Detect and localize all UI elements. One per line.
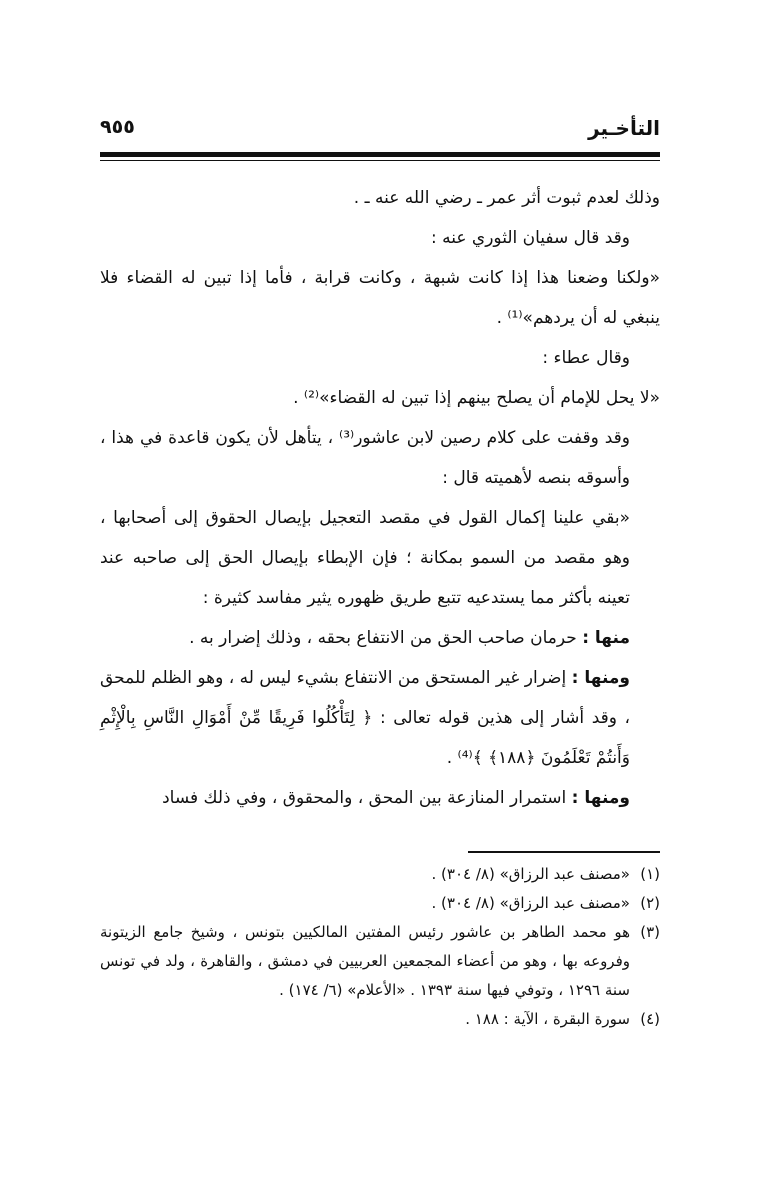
footnote-separator [468,851,660,853]
quote-paragraph: «ولكنا وضعنا هذا إذا كانت شبهة ، وكانت قرابة ، فأما إذا تبين له القضاء فلا ينبغي له أن يردهم»⁽¹⁾ . [100,268,660,328]
list-paragraph [100,618,660,658]
page-header [100,112,660,146]
list-lead: ومنها : [571,788,630,808]
paragraph: وقد قال سفيان الثوري عنه : [430,228,630,248]
footnote [100,860,660,889]
quote-paragraph: «لا يحل للإمام أن يصلح بينهم إذا تبين له القضاء»⁽²⁾ . [293,388,660,408]
footnote-text: هو محمد الطاهر بن عاشور رئيس المفتين المالكيين بتونس ، وشيخ جامع الزيتونة وفروعه بها ، وهو من أعضاء المجمعين العربيين في دمشق ، والقاهرة ، ولد في تونس سنة ١٢٩٦ ، وتوفي فيها سنة ١٣٩٣ . «الأعلام» (٦/ ١٧٤) . [100,923,630,999]
footnote [100,889,660,918]
list-text: حرمان صاحب الحق من الانتفاع بحقه ، وذلك إضرار به . [189,628,577,648]
paragraph: وقد وقفت على كلام رصين لابن عاشور⁽³⁾ ، يتأهل لأن يكون قاعدة في هذا ، وأسوقه بنصه لأهميته قال : [100,428,630,488]
paragraph: وقال عطاء : [542,348,630,368]
main-text [100,178,660,818]
page-number: ٩٥٥ [100,116,135,138]
footnote-number: (٤) [640,1010,660,1028]
list-lead: منها : [582,628,630,648]
footnote-number: (١) [640,865,660,883]
footnote-number: (٢) [640,894,660,912]
footnote-text: «مصنف عبد الرزاق» (٨/ ٣٠٤) . [431,865,630,883]
header-rule-thin [100,160,660,161]
list-text: إضرار غير المستحق من الانتفاع بشيء ليس له ، وهو الظلم للمحق ، وقد أشار إلى هذين قوله تعالى : ﴿ لِتَأْكُلُوا فَرِيقًا مِّنْ أَمْوَالِ النَّاسِ بِالْإِثْمِ وَأَنتُمْ تَعْلَمُونَ ﴿١٨٨﴾ ﴾⁽⁴⁾ . [100,668,630,768]
footnote [100,1005,660,1034]
list-paragraph [100,778,660,818]
list-lead: ومنها : [571,668,630,688]
list-text: استمرار المنازعة بين المحق ، والمحقوق ، وفي ذلك فساد [162,788,567,808]
footnote [100,918,660,1005]
footnote-text: «مصنف عبد الرزاق» (٨/ ٣٠٤) . [431,894,630,912]
chapter-title: التأخـير [588,116,660,140]
quote-paragraph: «بقي علينا إكمال القول في مقصد التعجيل بإيصال الحقوق إلى أصحابها ، وهو مقصد من السمو بمكانة ؛ فإن الإبطاء بإيصال الحق إلى صاحبه عند تعينه بأكثر مما يستدعيه تتبع طريق ظهوره يثير مفاسد كثيرة : [100,508,630,608]
footnote-text: سورة البقرة ، الآية : ١٨٨ . [465,1010,630,1028]
footnotes [100,860,660,1034]
header-rule-thick [100,152,660,157]
footnote-number: (٣) [640,923,660,941]
paragraph: وذلك لعدم ثبوت أثر عمر ـ رضي الله عنه ـ . [353,188,660,208]
list-paragraph [100,658,660,778]
